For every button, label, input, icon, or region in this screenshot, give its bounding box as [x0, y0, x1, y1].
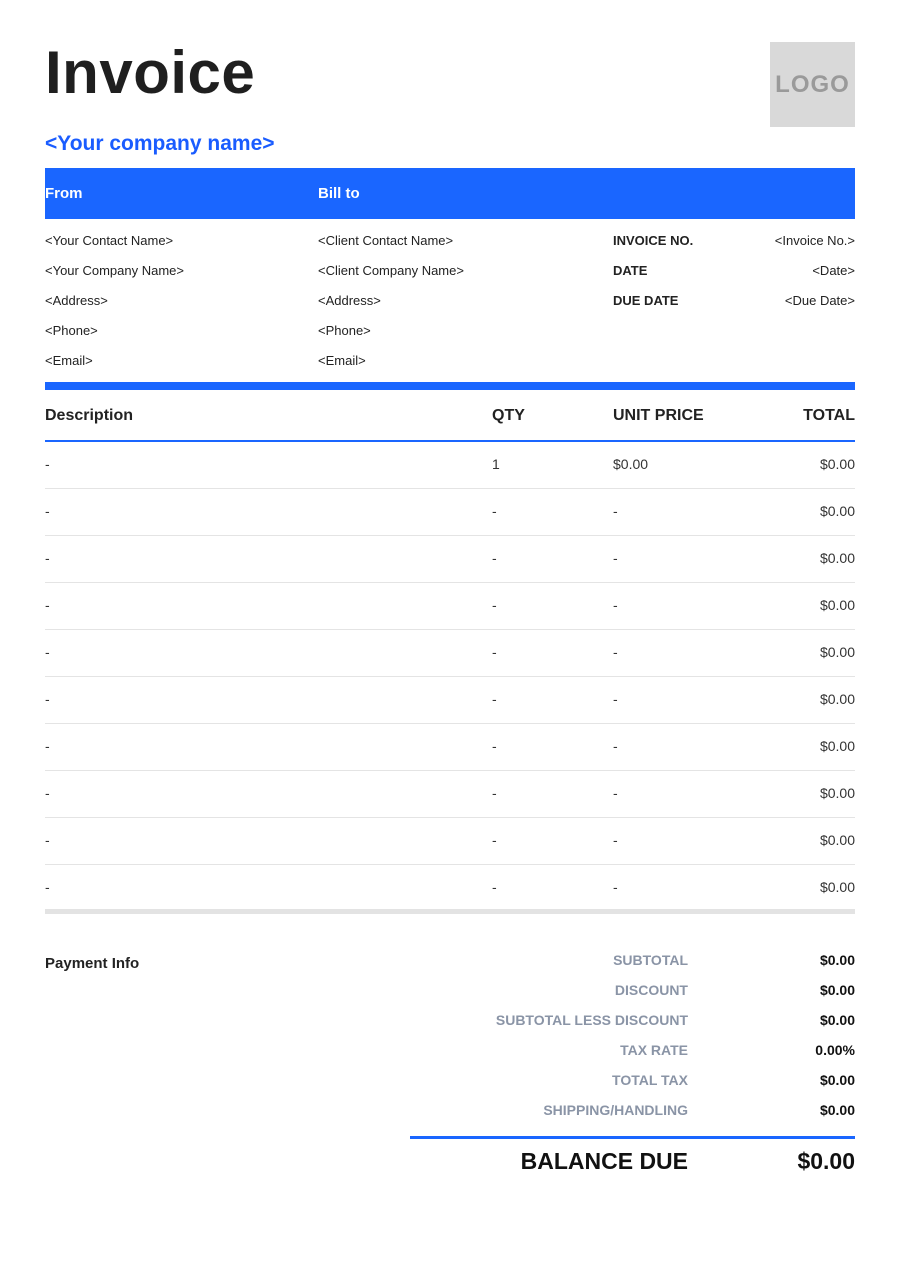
invoice-meta-values [715, 226, 855, 316]
row-qty: - [492, 832, 497, 848]
date-value: <Date> [812, 263, 855, 278]
row-unit-price: - [613, 550, 618, 566]
invoice-meta-labels [613, 226, 723, 316]
table-row [45, 489, 855, 536]
row-unit-price: - [613, 691, 618, 707]
totals-row [410, 1065, 855, 1095]
row-total: $0.00 [819, 550, 855, 566]
table-row [45, 771, 855, 818]
invoice-page [45, 0, 855, 1272]
from-heading: From [45, 185, 83, 202]
invoice-no-value: <Invoice No.> [774, 233, 855, 248]
row-total: $0.00 [819, 738, 855, 754]
from-contact: <Your Contact Name> [45, 233, 174, 248]
row-unit-price: - [613, 832, 618, 848]
row-total: $0.00 [819, 644, 855, 660]
balance-due-row [410, 1146, 855, 1180]
row-description: - [45, 879, 50, 895]
row-description: - [45, 738, 50, 754]
row-qty: - [492, 644, 497, 660]
invoice-title: Invoice [45, 39, 256, 106]
logo-placeholder: LOGO [770, 42, 855, 127]
due-date-label: DUE DATE [613, 293, 679, 308]
payment-info-label: Payment Info [45, 955, 140, 972]
row-unit-price: - [613, 879, 618, 895]
row-qty: - [492, 691, 497, 707]
header-description: Description [45, 407, 134, 424]
row-unit-price: - [613, 644, 618, 660]
row-unit-price: - [613, 785, 618, 801]
table-header [45, 392, 855, 442]
table-row [45, 818, 855, 865]
row-qty: - [492, 879, 497, 895]
invoice-no-label: INVOICE NO. [613, 233, 694, 248]
row-qty: - [492, 550, 497, 566]
row-total: $0.00 [819, 832, 855, 848]
party-header-bar [45, 168, 855, 219]
bill-to-address: <Address> [318, 293, 381, 308]
row-description: - [45, 503, 50, 519]
row-total: $0.00 [819, 456, 855, 472]
subtotal-less-discount-value: $0.00 [819, 1012, 855, 1028]
bill-to-details [318, 226, 598, 376]
subtotal-label: SUBTOTAL [613, 952, 688, 968]
totals-row [410, 945, 855, 975]
tax-rate-label: TAX RATE [620, 1042, 688, 1058]
section-divider [45, 382, 855, 390]
from-details [45, 226, 305, 376]
row-total: $0.00 [819, 785, 855, 801]
row-total: $0.00 [819, 597, 855, 613]
table-end-divider [45, 909, 855, 914]
subtotal-value: $0.00 [819, 952, 855, 968]
bill-to-contact: <Client Contact Name> [318, 233, 454, 248]
row-total: $0.00 [819, 503, 855, 519]
row-unit-price: - [613, 503, 618, 519]
from-company: <Your Company Name> [45, 263, 184, 278]
row-qty: - [492, 597, 497, 613]
table-row [45, 677, 855, 724]
total-tax-label: TOTAL TAX [612, 1072, 688, 1088]
from-phone: <Phone> [45, 323, 98, 338]
table-row [45, 536, 855, 583]
from-email: <Email> [45, 353, 93, 368]
discount-value: $0.00 [819, 982, 855, 998]
row-qty: 1 [492, 456, 500, 472]
balance-due-value: $0.00 [797, 1148, 855, 1174]
tax-rate-value: 0.00% [815, 1042, 855, 1058]
balance-due-label: BALANCE DUE [520, 1148, 688, 1174]
shipping-handling-value: $0.00 [819, 1102, 855, 1118]
bill-to-heading: Bill to [318, 185, 360, 202]
from-address: <Address> [45, 293, 108, 308]
row-qty: - [492, 738, 497, 754]
row-description: - [45, 691, 50, 707]
row-unit-price: $0.00 [613, 456, 649, 472]
bill-to-company: <Client Company Name> [318, 263, 464, 278]
header-qty: QTY [492, 407, 525, 424]
line-items [45, 442, 855, 911]
subtotal-less-discount-label: SUBTOTAL LESS DISCOUNT [495, 1012, 688, 1028]
row-total: $0.00 [819, 879, 855, 895]
row-description: - [45, 644, 50, 660]
row-description: - [45, 550, 50, 566]
totals-row [410, 975, 855, 1005]
row-description: - [45, 785, 50, 801]
totals-row [410, 1035, 855, 1065]
row-qty: - [492, 785, 497, 801]
discount-label: DISCOUNT [614, 982, 688, 998]
row-description: - [45, 597, 50, 613]
due-date-value: <Due Date> [784, 293, 855, 308]
row-description: - [45, 456, 50, 472]
totals-row [410, 1005, 855, 1035]
table-row [45, 442, 855, 489]
table-row [45, 583, 855, 630]
row-unit-price: - [613, 597, 618, 613]
total-tax-value: $0.00 [819, 1072, 855, 1088]
row-unit-price: - [613, 738, 618, 754]
header-unit-price: UNIT PRICE [613, 407, 704, 424]
row-description: - [45, 832, 50, 848]
bill-to-phone: <Phone> [318, 323, 371, 338]
company-name: <Your company name> [45, 132, 275, 155]
header-total: TOTAL [803, 407, 855, 424]
row-total: $0.00 [819, 691, 855, 707]
shipping-handling-label: SHIPPING/HANDLING [543, 1102, 688, 1118]
balance-divider [410, 1136, 855, 1139]
row-qty: - [492, 503, 497, 519]
bill-to-email: <Email> [318, 353, 366, 368]
table-row [45, 865, 855, 911]
totals-summary [410, 945, 855, 1125]
table-row [45, 724, 855, 771]
date-label: DATE [613, 263, 648, 278]
totals-row [410, 1095, 855, 1125]
table-row [45, 630, 855, 677]
